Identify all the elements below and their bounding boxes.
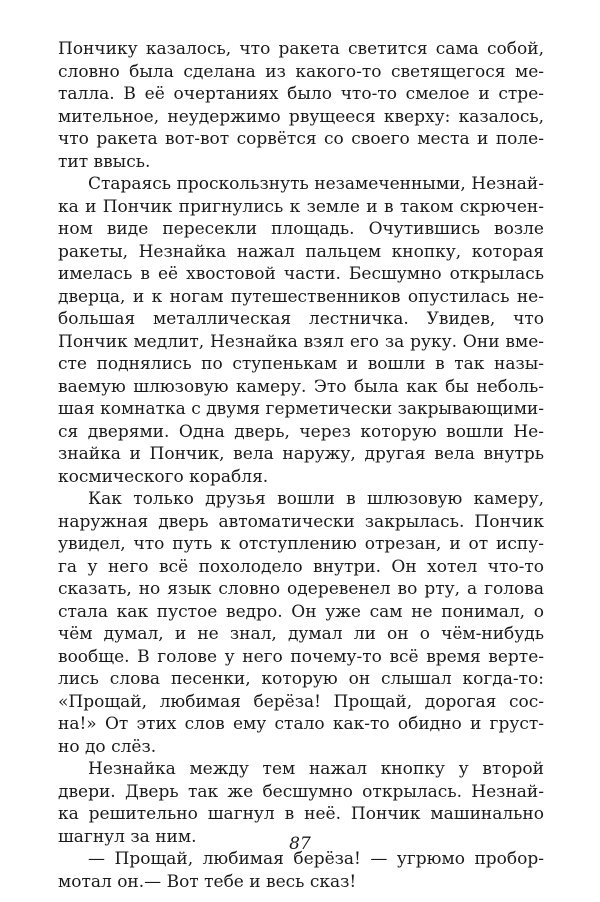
text-line: ся дверями. Одна дверь, через которую вошли Не- (58, 421, 544, 442)
text-line: «Прощай, любимая берёза! Прощай, дорогая сос- (58, 691, 544, 712)
text-line: но до слёз. (58, 736, 157, 757)
text-line: тит ввысь. (58, 151, 151, 172)
text-line: мотал он.— Вот тебе и весь сказ! (58, 871, 357, 892)
text-line: дверца, и к ногам путешественников опустилась не- (58, 286, 544, 307)
text-line: на!» От этих слов ему стало как-то обидно и груст- (58, 714, 544, 734)
text-line: двери. Дверь так же бесшумно открылась. Незнай- (58, 781, 544, 802)
text-line: ка решительно шагнул в неё. Пончик машинально (58, 804, 544, 824)
text-line: шагнул за ним. (58, 826, 197, 847)
text-line: сте поднялись по ступенькам и вошли в так назы- (58, 354, 544, 374)
text-line: знайка и Пончик, вела наружу, другая вела внутрь (58, 444, 544, 464)
text-line: ном виде пересекли площадь. Очутившись возле (58, 219, 544, 239)
text-line: шая комнатка с двумя герметически закрывающими- (58, 399, 544, 419)
text-line: Стараясь проскользнуть незамеченными, Незнай- (88, 174, 544, 194)
text-line: ракеты, Незнайка нажал пальцем кнопку, которая (58, 241, 544, 262)
body-text (58, 38, 544, 893)
text-line: увидел, что путь к отступлению отрезан, и от испу- (58, 534, 544, 554)
text-line: стала как пустое ведро. Он уже сам не понимал, о (58, 601, 544, 622)
text-line: космического корабля. (58, 466, 269, 487)
text-line: ка и Пончик пригнулись к земле и в таком скрючен- (58, 196, 544, 217)
text-line: вообще. В голове у него почему-то всё время верте- (58, 646, 544, 667)
text-line: чём думал, и не знал, думал ли он о чём-нибудь (58, 624, 544, 644)
text-line: лись слова песенки, которую он слышал когда-то: (58, 669, 544, 689)
text-line: мительное, неудержимо рвущееся кверху: казалось, (58, 106, 544, 127)
text-line: талла. В её очертаниях было что-то смелое и стре- (58, 84, 544, 104)
text-line: словно была сделана из какого-то светящегося ме- (58, 61, 544, 82)
text-line: имелась в её хвостовой части. Бесшумно открылась (58, 264, 544, 284)
text-line: Пончик медлит, Незнайка взял его за руку. Они вме- (58, 331, 544, 352)
text-line: — Прощай, любимая берёза! — угрюмо пробор- (88, 849, 544, 869)
text-line: сказать, но язык словно одеревенел во рту, а голова (58, 579, 544, 599)
text-line: Пончику казалось, что ракета светится сама собой, (58, 39, 544, 59)
text-line: наружная дверь автоматически закрылась. Пончик (58, 511, 544, 532)
text-line: Как только друзья вошли в шлюзовую камеру, (88, 489, 544, 509)
text-line: га у него всё похолодело внутри. Он хотел что-то (58, 556, 544, 577)
text-line: Незнайка между тем нажал кнопку у второй (88, 759, 544, 779)
text-line: что ракета вот-вот сорвётся со своего места и поле- (58, 129, 544, 149)
text-line: большая металлическая лестничка. Увидев, что (58, 309, 544, 329)
page-number: 87 (289, 834, 311, 854)
text-line: ваемую шлюзовую камеру. Это была как бы неболь- (58, 376, 544, 397)
